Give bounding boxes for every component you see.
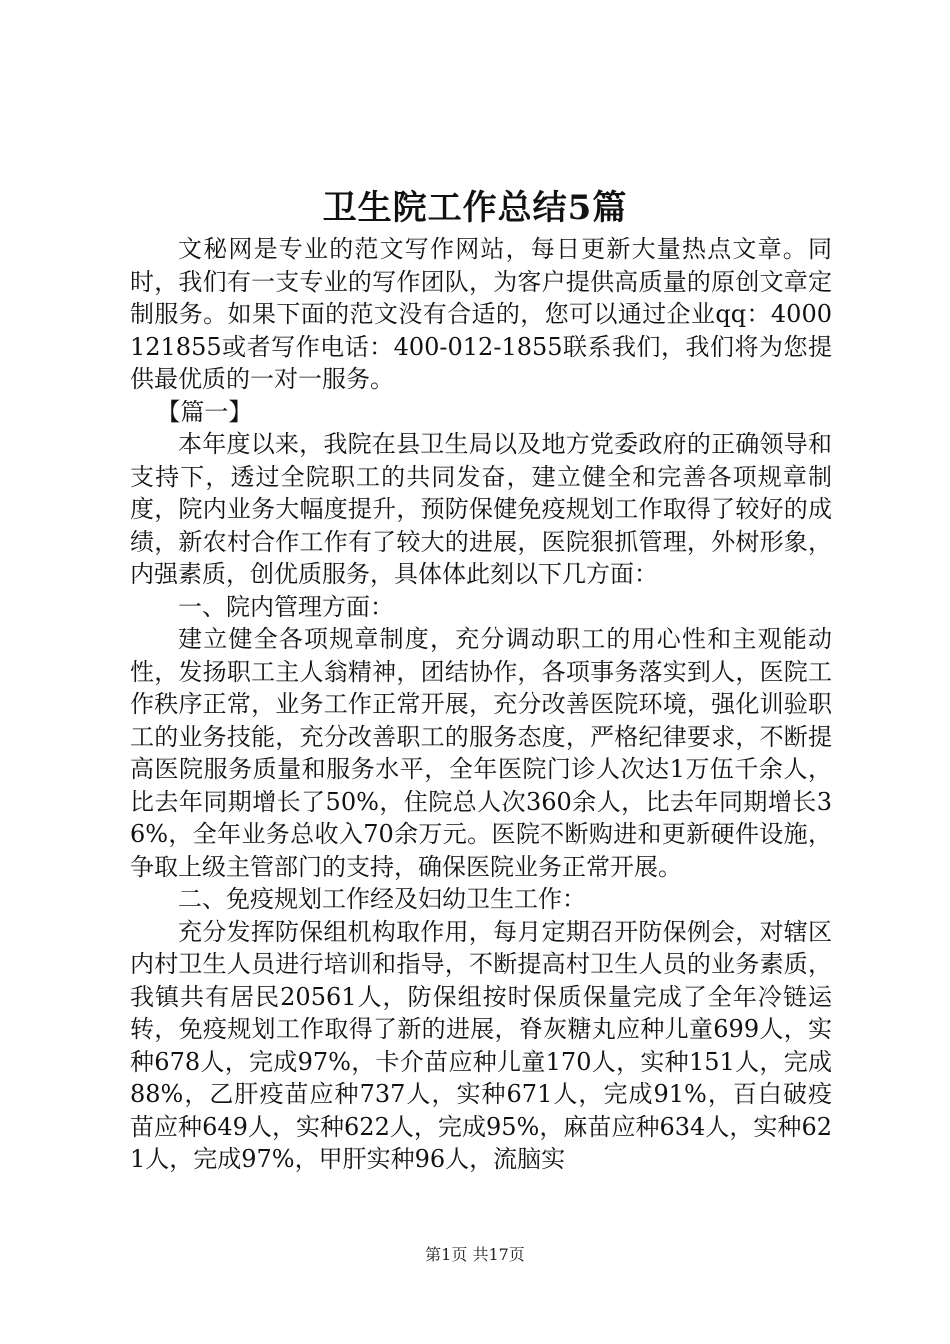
document-body [130, 233, 832, 1176]
section-heading-part-one: 【篇一】 [156, 397, 253, 426]
internal-management-paragraph: 建立健全各项规章制度，充分调动职工的用心性和主观能动性，发扬职工主人翁精神，团结协作，各项事务落实到人，医院工作秩序正常，业务工作正常开展，充分改善医院环境，强化训验职工的业务技能，充分改善职工的服务态度，严格纪律要求，不断提高医院服务质量和服务水平，全年医院门诊人次达1万伍千余人，比去年同期增长了50%，住院总人次360余人，比去年同期增长36%，全年业务总收入70余万元。医院不断购进和更新硬件设施，争取上级主管部门的支持，确保医院业务正常开展。 [130, 625, 832, 881]
overview-paragraph: 本年度以来，我院在县卫生局以及地方党委政府的正确领导和支持下，透过全院职工的共同发奋，建立健全和完善各项规章制度，院内业务大幅度提升，预防保健免疫规划工作取得了较好的成绩，新农村合作工作有了较大的进展，医院狠抓管理，外树形象，内强素质，创优质服务，具体体此刻以下几方面： [130, 430, 832, 588]
section-heading-immunization: 二、免疫规划工作经及妇幼卫生工作： [178, 885, 586, 913]
immunization-paragraph: 充分发挥防保组机构取作用，每月定期召开防保例会，对辖区内村卫生人员进行培训和指导，不断提高村卫生人员的业务素质，我镇共有居民20561人，防保组按时保质保量完成了全年冷链运转，免疫规划工作取得了新的进展，脊灰糖丸应种儿童699人，实种678人，完成97%，卡介苗应种儿童170人，实种151人，完成88%，乙肝疫苗应种737人，实种671人，完成91%，百白破疫苗应种649人，实种622人，完成95%，麻苗应种634人，实种621人，完成97%，甲肝实种96人，流脑实 [130, 917, 832, 1173]
document-title: 卫生院工作总结5篇 [322, 188, 628, 228]
section-heading-internal-management: 一、院内管理方面： [178, 592, 394, 621]
intro-paragraph: 文秘网是专业的范文写作网站，每日更新大量热点文章。同时，我们有一支专业的写作团队，为客户提供高质量的原创文章定制服务。如果下面的范文没有合适的，您可以通过企业qq：4000121855或者写作电话：400-012-1855联系我们，我们将为您提供最优质的一对一服务。 [130, 235, 832, 393]
page-number-footer: 第1页 共17页 [425, 1245, 525, 1264]
